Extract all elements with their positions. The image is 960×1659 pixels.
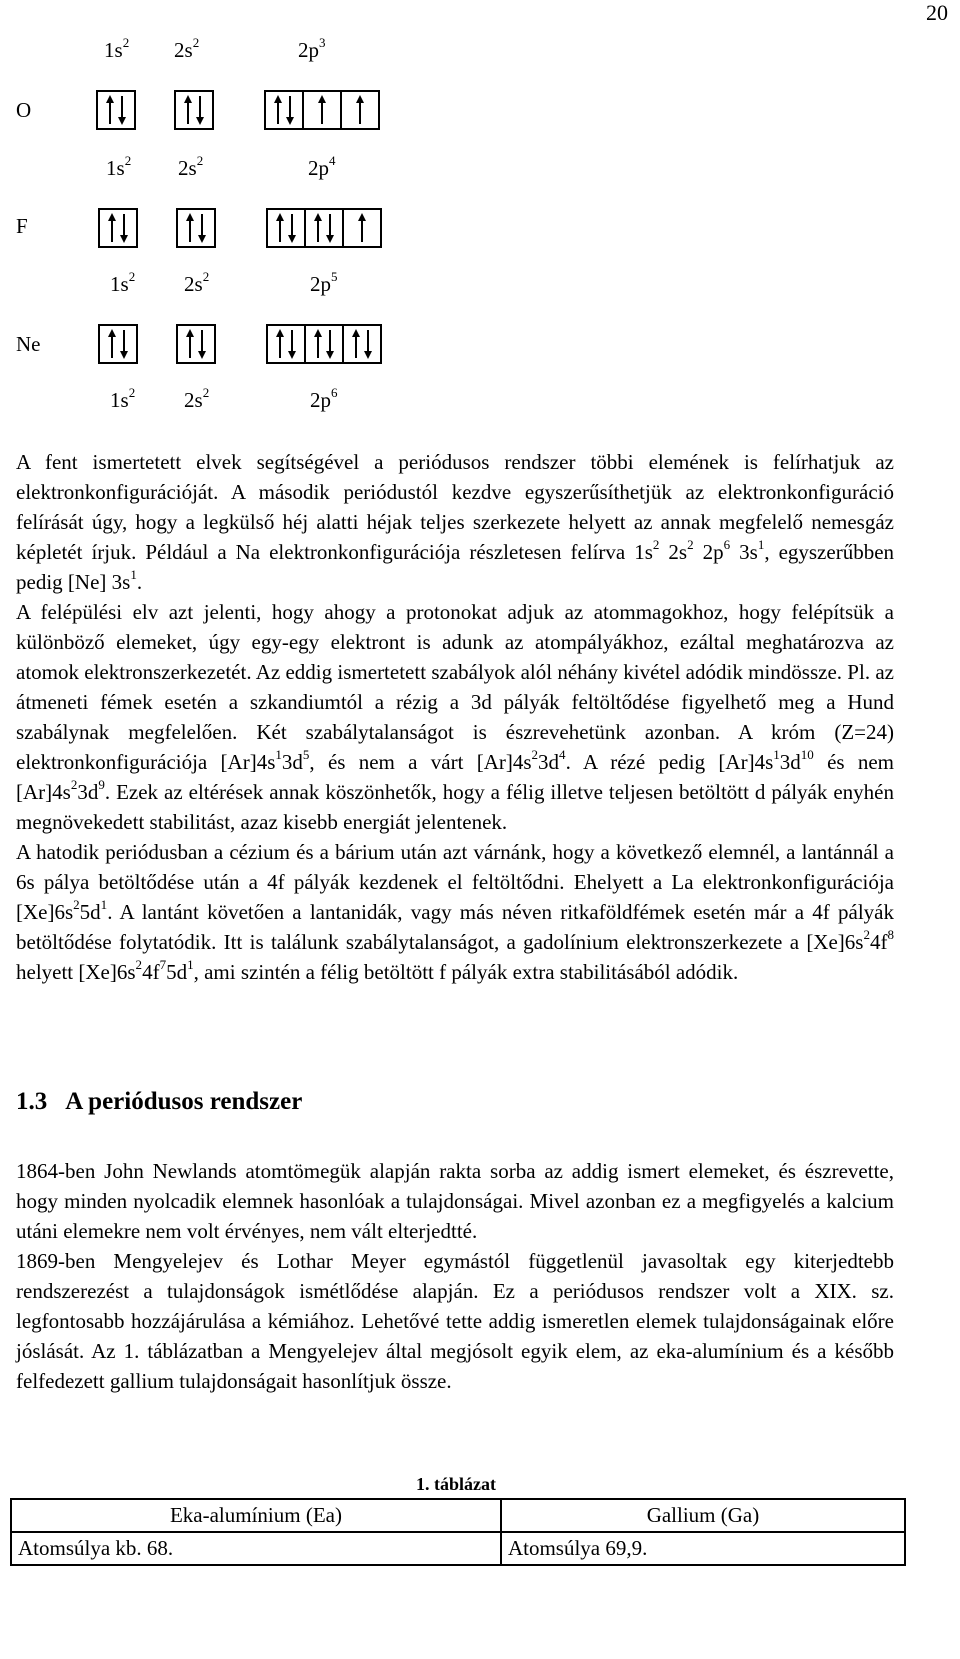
orbital-labels-row-3 [0,269,960,302]
orbital-box [176,324,216,364]
body-text-2 [16,1156,894,1396]
table-row [11,1532,905,1565]
spin-up-arrow-icon [318,95,326,124]
element-symbol-o: O [16,98,32,122]
spin-down-arrow-icon [288,214,296,243]
table-header-cell: Eka-alumínium (Ea) [11,1499,501,1532]
label-2p: $2p^4$ [308,153,336,180]
spin-up-arrow-icon [108,329,116,358]
spin-up-arrow-icon [356,95,364,124]
orbital-box [266,324,306,364]
label-2p: $2p^6$ [310,385,338,412]
orbital-box [96,90,136,130]
spin-up-arrow-icon [186,213,194,242]
spin-down-arrow-icon [196,96,204,125]
table-caption: 1. táblázat [416,1474,496,1494]
label-1s: $1s^2$ [110,269,136,296]
element-symbol-f: F [16,214,28,238]
spin-up-arrow-icon [358,213,366,242]
spin-up-arrow-icon [352,329,360,358]
orbital-2p-o [264,90,380,130]
orbital-1s-ne [98,324,138,364]
orbital-2p-f [266,208,382,248]
spin-down-arrow-icon [326,330,334,359]
orbital-box [304,324,344,364]
spin-down-arrow-icon [120,330,128,359]
element-symbol-ne: Ne [16,332,41,356]
label-2s: $2s^2$ [178,153,204,180]
paragraph-noble-gas-notation: A fent ismertetett elvek segítségével a periódusos rendszer többi elemének is felírhatjuk az elektronkonfigurációját. A második periódustól kezdve egyszerűsíthetjük az elektronkonfiguráció felírását úgy, hogy a legkülső héj alatti héjak teljes szerkezete helyett az annak megfelelő nemesgáz képletét írjuk. Például a Na elektronkonfigurációja részletesen felírva $1s^2$ $2s^2$ $2p^6$ $3s^1$, egyszerűbben pedig [Ne] $3s^1$. [16,450,895,594]
spin-down-arrow-icon [286,96,294,125]
orbital-labels-row-2 [0,153,960,186]
page-number: 20 [926,0,948,25]
orbital-2s-o [174,90,214,130]
spin-up-arrow-icon [276,329,284,358]
label-2s: $2s^2$ [184,385,210,412]
comparison-table [10,1498,906,1566]
spin-down-arrow-icon [326,214,334,243]
orbital-labels-row-4 [0,385,960,418]
spin-down-arrow-icon [118,96,126,125]
table-cell: Atomsúlya kb. 68. [11,1532,501,1565]
spin-up-arrow-icon [314,213,322,242]
orbital-box [304,208,344,248]
orbital-box [340,90,380,130]
orbital-box [264,90,304,130]
section-title: A periódusos rendszer [65,1088,303,1115]
orbital-box [302,90,342,130]
orbital-box [174,90,214,130]
body-text-1 [16,447,894,987]
spin-up-arrow-icon [274,95,282,124]
spin-up-arrow-icon [314,329,322,358]
spin-down-arrow-icon [364,330,372,359]
spin-up-arrow-icon [106,95,114,124]
table-header-row [11,1499,905,1532]
table-header-cell: Gallium (Ga) [501,1499,905,1532]
table-cell: Atomsúlya 69,9. [501,1532,905,1565]
spin-up-arrow-icon [184,95,192,124]
label-2p: $2p^5$ [310,269,338,296]
label-1s: $1s^2$ [110,385,136,412]
orbital-1s-o [96,90,136,130]
orbital-box [98,208,138,248]
orbital-box [176,208,216,248]
label-2s: $2s^2$ [174,35,200,62]
orbital-2p-ne [266,324,382,364]
spin-down-arrow-icon [288,330,296,359]
spin-up-arrow-icon [186,329,194,358]
paragraph-aufbau: A felépülési elv azt jelenti, hogy ahogy a protonokat adjuk az atommagokhoz, hogy felépítsük a különböző elemeket, úgy egy-egy elektront is adunk az atompályákhoz, ezáltal meghatározva az atomok elektronszerkezetét. Az eddig ismertetett szabályok alól néhány kivétel adódik mindössze. Pl. az átmeneti fémek esetén a szkandiumtól a rézig a 3d pályák feltöltődése figyelhető meg a Hund szabálynak megfelelően. Két szabálytalanságot is észrevehetünk azonban. A króm (Z=24) elektronkonfigurációja $[Ar]4s^13d^5$, és nem a várt $[Ar]4s^23d^4$. A rézé pedig $[Ar]4s^13d^{10}$ és nem $[Ar]4s^23d^9$. Ezek az eltérések annak köszönhetők, hogy a félig illetve teljesen betöltött d pályák enyhén megnövekedett stabilitást, azaz kisebb energiát jelentenek. [16,600,895,834]
orbital-box [342,208,382,248]
section-number: 1.3 [16,1088,48,1115]
paragraph-mendeleev: 1869-ben Mengyelejev és Lothar Meyer egymástól függetlenül javasoltak egy kiterjedtebb rendszerezést a tulajdonságok ismétlődése alapján. Ez a periódusos rendszer volt a XIX. sz. legfontosabb hozzájárulása a kémiához. Lehetővé tette addig ismeretlen elemek tulajdonságainak előre jóslását. Az 1. táblázatban a Mengyelejev által megjósolt egyik elem, az eka-alumínium és a később felfedezett gallium tulajdonságait hasonlítjuk össze. [16,1249,894,1393]
orbital-2s-ne [176,324,216,364]
spin-down-arrow-icon [120,214,128,243]
label-1s: $1s^2$ [104,35,130,62]
label-1s: $1s^2$ [106,153,132,180]
spin-down-arrow-icon [198,330,206,359]
spin-up-arrow-icon [108,213,116,242]
orbital-2s-f [176,208,216,248]
label-2s: $2s^2$ [184,269,210,296]
orbital-box [342,324,382,364]
orbital-box [98,324,138,364]
label-2p: $2p^3$ [298,35,326,62]
paragraph-newlands: 1864-ben John Newlands atomtömegük alapján rakta sorba az addig ismert elemeket, és észrevette, hogy minden nyolcadik elemnek hasonlóak a tulajdonságai. Mivel azonban ez a megfigyelés a kalcium utáni elemekre nem volt érvényes, nem vált elterjedtté. [16,1159,894,1243]
spin-up-arrow-icon [276,213,284,242]
orbital-box [266,208,306,248]
spin-down-arrow-icon [198,214,206,243]
section-heading [16,1088,302,1116]
paragraph-lanthanides: A hatodik periódusban a cézium és a bárium után azt várnánk, hogy a következő elemnél, a lantánnál a 6s pálya betöltődése után a 4f pályák kezdenek el feltöltődni. Ehelyett a La elektronkonfigurációja $[Xe]6s^25d^1$. A lantánt követően a lantanidák, vagy más néven ritkaföldfémek esetén már a 4f pályák betöltődése folytatódik. Itt is találunk szabálytalanságot, a gadolínium elektronszerkezete a $[Xe]6s^24f^8$ helyett $[Xe]6s^24f^75d^1$, ami szintén a félig betöltött f pályák extra stabilitásából adódik. [16,840,894,984]
orbital-labels-row-1 [0,35,960,68]
orbital-1s-f [98,208,138,248]
